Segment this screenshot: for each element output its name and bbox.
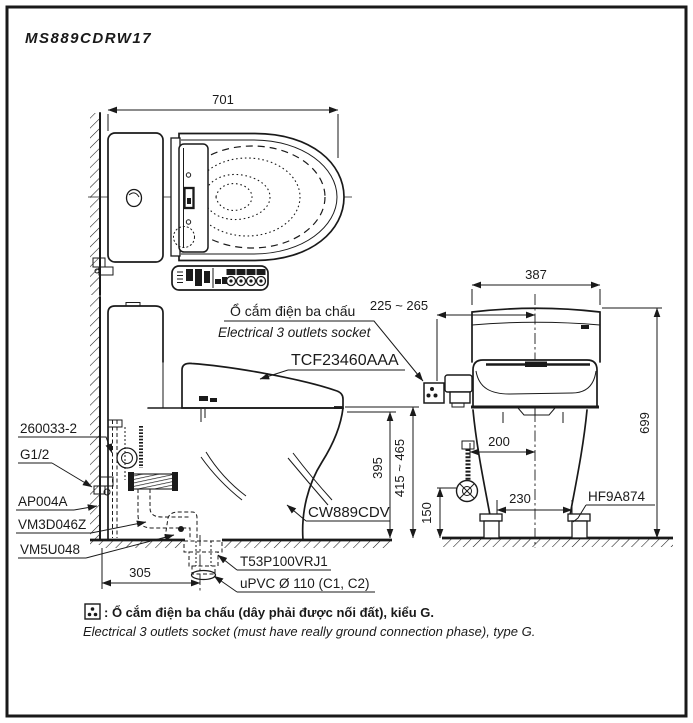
dim-top-width-text: 701 <box>212 92 234 107</box>
corrugated-seal <box>132 474 174 489</box>
label-supply-thread <box>18 447 92 487</box>
dim-socket-offset-text: 225 ~ 265 <box>369 298 429 313</box>
dim-height-text: 699 <box>637 412 652 434</box>
drawing-title: MS889CDRW17 <box>25 30 153 47</box>
label-vm3d046z: VM3D046Z <box>18 517 87 532</box>
electrical-socket-icon <box>424 383 444 403</box>
dim-front-width-text: 387 <box>525 267 547 282</box>
dim-bowl-height-text: 395 <box>370 457 385 479</box>
dim-bolt-spacing-text: 230 <box>509 491 531 506</box>
footnote <box>83 604 535 639</box>
water-supply-front <box>457 441 478 502</box>
remote-control-top <box>172 266 268 290</box>
washlet-side-bracket <box>445 375 472 407</box>
label-g1-2: G1/2 <box>20 447 50 462</box>
tank-side-view <box>108 306 163 540</box>
bolt-cap-right <box>568 514 590 521</box>
dim-150 <box>419 488 457 538</box>
label-drain-joint: T53P100VRJ1 <box>240 554 328 569</box>
socket-callout-vi: Ổ cắm điện ba chấu <box>230 303 356 319</box>
bolt-cap-left <box>480 514 502 521</box>
part-labels <box>16 302 423 592</box>
dim-230 <box>497 491 572 514</box>
label-seal <box>16 517 146 533</box>
wall-hatch-side-view <box>90 297 100 545</box>
label-stop-valve <box>16 494 97 510</box>
dim-305 <box>102 548 200 589</box>
side-view <box>90 297 419 592</box>
socket-note-icon <box>85 604 100 619</box>
dim-200 <box>470 434 535 457</box>
label-vm5u048: VM5U048 <box>20 542 81 557</box>
socket-callout-en: Electrical 3 outlets socket <box>218 325 371 340</box>
label-drain-pipe: uPVC Ø 110 (C1, C2) <box>240 576 370 591</box>
washlet-front-view <box>471 360 599 423</box>
dim-387 <box>472 267 600 305</box>
label-washlet: TCF23460AAA <box>291 352 399 369</box>
dim-supply-height-text: 150 <box>419 502 434 524</box>
label-bolt-cap: HF9A874 <box>588 489 646 504</box>
dim-seat-height-text: 415 ~ 465 <box>392 438 407 498</box>
footnote-line1: : Ổ cắm điện ba chấu (dây phải được nối đất), kiểu G. <box>104 605 434 620</box>
tank-front-view <box>472 308 600 362</box>
top-view <box>88 92 352 295</box>
dim-supply-offset-text: 200 <box>488 434 510 449</box>
dim-drain-offset-text: 305 <box>129 565 151 580</box>
label-260033-2: 260033-2 <box>20 421 78 436</box>
tank-top-view <box>108 133 163 262</box>
pedestal-front-view <box>473 410 590 538</box>
footnote-line2: Electrical 3 outlets socket (must have really ground connection phase), type G. <box>83 624 536 639</box>
label-bowl: CW889CDV <box>308 504 390 521</box>
label-ap004a: AP004A <box>18 494 68 509</box>
internal-plumbing <box>94 420 332 540</box>
